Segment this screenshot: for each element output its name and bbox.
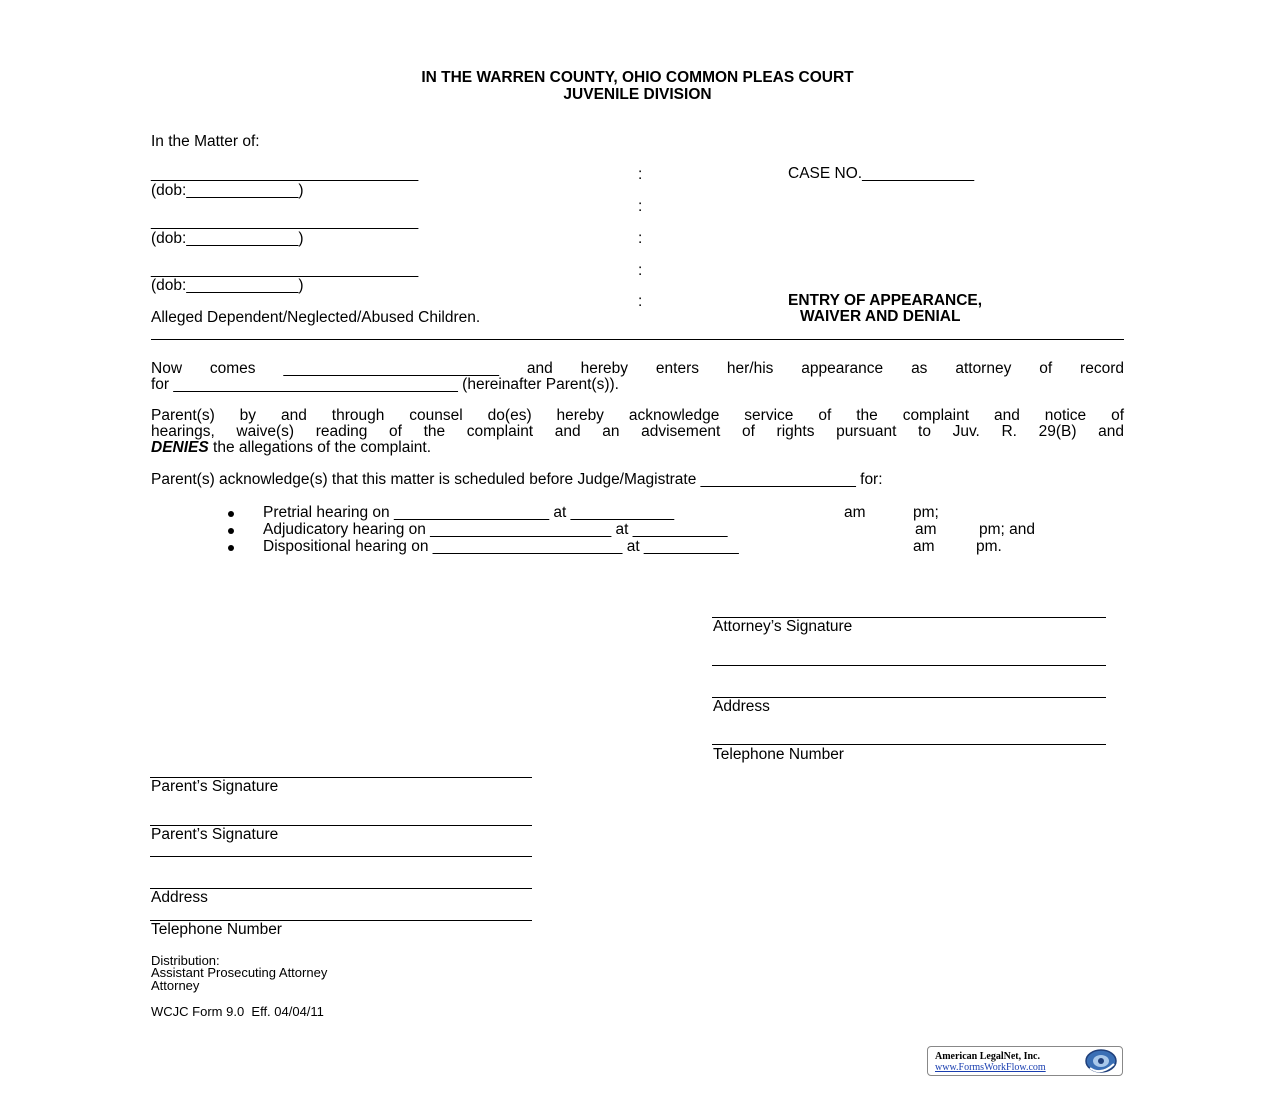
child-name-blank-3[interactable]: _______________________________ — [151, 261, 419, 278]
distribution-label: Distribution: — [151, 953, 220, 968]
globe-logo-icon — [1084, 1048, 1118, 1074]
pretrial-hearing-line[interactable]: Pretrial hearing on __________________ at ____________ — [263, 504, 675, 521]
division-name: JUVENILE DIVISION — [563, 86, 712, 103]
child-name-blank-1[interactable]: _______________________________ — [151, 165, 419, 182]
acknowledge-line-2: hearings, waive(s) reading of the complaint and an advisement of rights pursuant to Juv. R. 29(B) and — [151, 423, 1124, 440]
attorney-address-label: Address — [713, 698, 770, 715]
denies-rest: the allegations of the complaint. — [208, 439, 432, 456]
dispositional-pm: pm. — [976, 538, 1002, 555]
pretrial-am: am — [844, 504, 866, 521]
appearance-line-2: for _________________________________ (hereinafter Parent(s)). — [151, 376, 619, 393]
dispositional-hearing-line[interactable]: Dispositional hearing on ______________________ at ___________ — [263, 538, 739, 555]
child-name-blank-2[interactable]: _______________________________ — [151, 213, 419, 230]
caption-colon: : — [638, 230, 643, 247]
adjudicatory-hearing-line[interactable]: Adjudicatory hearing on _____________________ at ___________ — [263, 521, 728, 538]
bullet — [228, 511, 234, 517]
scheduled-line: Parent(s) acknowledge(s) that this matter is scheduled before Judge/Magistrate __________________ for: — [151, 471, 883, 488]
parent-telephone-label: Telephone Number — [151, 921, 282, 938]
bullet — [228, 528, 234, 534]
parent-address-label: Address — [151, 889, 208, 906]
caption-colon: : — [638, 293, 643, 310]
child-dob-1[interactable]: (dob:_____________) — [151, 182, 304, 199]
matter-of-label: In the Matter of: — [151, 133, 260, 150]
case-number-field[interactable]: CASE NO._____________ — [788, 165, 975, 182]
parent-signature-label-1: Parent’s Signature — [151, 778, 279, 795]
distribution-attorney: Attorney — [151, 978, 200, 993]
document-title-line1: ENTRY OF APPEARANCE, — [788, 292, 983, 309]
acknowledge-line-3 — [151, 440, 431, 456]
bullet — [228, 545, 234, 551]
parent-signature-label-2: Parent’s Signature — [151, 826, 279, 843]
attorney-telephone-line[interactable] — [712, 744, 1106, 745]
denies-word: DENIES — [151, 439, 209, 456]
attorney-signature-label: Attorney’s Signature — [713, 618, 853, 635]
attorney-address-line-1[interactable] — [712, 665, 1106, 666]
court-name: IN THE WARREN COUNTY, OHIO COMMON PLEAS COURT — [421, 69, 854, 86]
distribution-prosecutor: Assistant Prosecuting Attorney — [151, 965, 328, 980]
children-label: Alleged Dependent/Neglected/Abused Children. — [151, 309, 481, 326]
adjudicatory-am: am — [915, 521, 937, 538]
form-id: WCJC Form 9.0 Eff. 04/04/11 — [151, 1004, 324, 1019]
child-dob-3[interactable]: (dob:_____________) — [151, 277, 304, 294]
caption-colon: : — [638, 198, 643, 215]
american-legalnet-badge[interactable] — [927, 1046, 1123, 1076]
caption-colon: : — [638, 262, 643, 279]
caption-divider — [151, 339, 1124, 340]
appearance-line-1: Now comes _________________________ and hereby enters her/his appearance as attorney of record — [151, 360, 1124, 377]
dispositional-am: am — [913, 538, 935, 555]
parent-address-line-1[interactable] — [150, 856, 532, 857]
attorney-address-line-2[interactable] — [712, 697, 1106, 698]
attorney-telephone-label: Telephone Number — [713, 746, 844, 763]
logo-url-link[interactable]: www.FormsWorkFlow.com — [935, 1062, 1046, 1073]
acknowledge-line-1: Parent(s) by and through counsel do(es) hereby acknowledge service of the complaint and notice of — [151, 407, 1124, 424]
document-title-line2: WAIVER AND DENIAL — [800, 308, 961, 325]
pretrial-pm: pm; — [913, 504, 939, 521]
child-dob-2[interactable]: (dob:_____________) — [151, 230, 304, 247]
caption-colon: : — [638, 166, 643, 183]
logo-company-name: American LegalNet, Inc. — [935, 1051, 1040, 1062]
adjudicatory-pm: pm; and — [979, 521, 1036, 538]
